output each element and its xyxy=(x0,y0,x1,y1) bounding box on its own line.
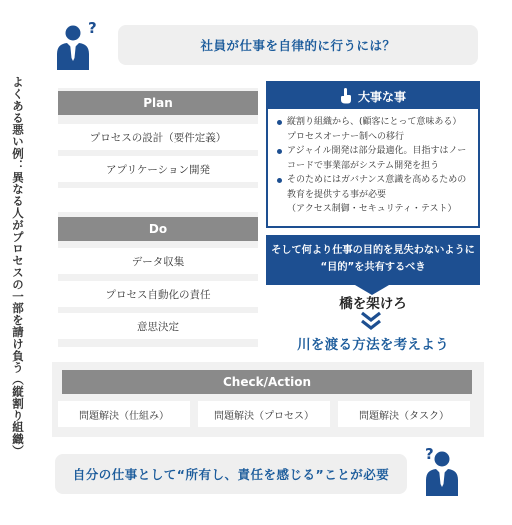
important-subnote: （アクセス制御・セキュリティ・テスト） xyxy=(287,204,457,214)
important-item: そのためにはガバナンス意識を高めるための教育を提供する事が必要 xyxy=(276,173,470,202)
plan-heading: Plan xyxy=(58,91,258,115)
do-item: データ収集 xyxy=(58,248,258,274)
important-list xyxy=(268,109,478,202)
check-item: 問題解決（プロセス） xyxy=(198,401,330,427)
top-question-bubble: 社員が仕事を自律的に行うには？ xyxy=(118,25,478,65)
important-header xyxy=(268,83,478,109)
important-item: アジャイル開発は部分最適化。目指すはノーコードで事業部がシステム開発を担う xyxy=(276,144,470,173)
do-item: 意思決定 xyxy=(58,313,258,339)
bottom-message-bubble: 自分の仕事として“所有し、責任を感じる”ことが必要 xyxy=(55,454,407,494)
check-item: 問題解決（仕組み） xyxy=(58,401,190,427)
important-box xyxy=(266,81,480,228)
person-question-icon xyxy=(48,20,100,72)
banner-line-1: そして何より仕事の目的を見失わないように xyxy=(271,245,475,256)
purpose-banner xyxy=(266,235,480,285)
do-heading: Do xyxy=(58,217,258,241)
bridge-text: 橋を架けろ xyxy=(339,296,407,312)
check-heading: Check/Action xyxy=(62,370,472,394)
svg-text:?: ? xyxy=(425,446,434,463)
side-label: よくある悪い例：異なる人がプロセスの一部を請け負う（縦割り組織） xyxy=(11,76,25,457)
important-heading: 大事な事 xyxy=(357,89,406,104)
svg-text:?: ? xyxy=(88,20,97,37)
banner-line-2: “目的”を共有するべき xyxy=(320,262,426,273)
plan-item: プロセスの設計（要件定義） xyxy=(58,124,258,150)
hand-pointer-icon xyxy=(340,88,352,104)
do-item: プロセス自動化の責任 xyxy=(58,281,258,307)
person-question-icon xyxy=(417,446,469,498)
chevron-down-icon xyxy=(360,311,382,331)
river-text: 川を渡る方法を考えよう xyxy=(297,337,449,353)
important-item: 縦割り組織から、(顧客にとって意味ある）プロセスオーナー制への移行 xyxy=(276,115,470,144)
check-item: 問題解決（タスク） xyxy=(338,401,470,427)
plan-item: アプリケーション開発 xyxy=(58,156,258,182)
